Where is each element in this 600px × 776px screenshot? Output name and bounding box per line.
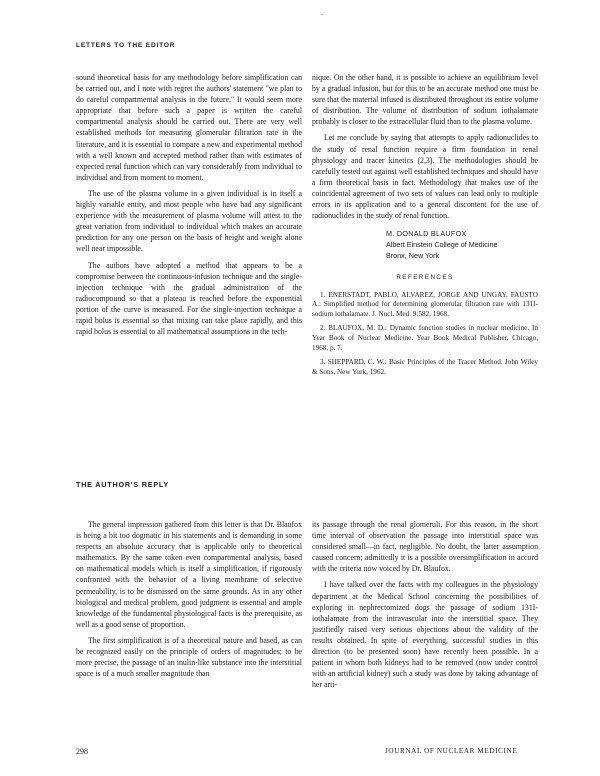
- paragraph: its passage through the renal glomeruli. For this reason, in the short time interval of observation the passage into interstitial space was considered small—in fact, negligible. No doubt, the latter assumption caused concern; admittedly it is a possible oversimplification in accord with the criteria now voiced by Dr. Blaufox.: [312, 520, 538, 574]
- reference-item: 3. SHEPPARD, C. W.: Basic Principles of the Tracer Method. John Wiley & Sons, New York, 1962.: [312, 358, 538, 376]
- reply-column-1: [76, 519, 302, 679]
- paragraph: The first simplification is of a theoretical nature and based, as can be recognized easily on the principle of orders of magnitudes; to be more precise, the passage of an inulin-like substance into the interstitial space is of a much smaller magnitude than: [76, 635, 302, 679]
- references-list: [312, 291, 538, 378]
- paragraph: The general impression gathered from this letter is that Dr. Blaufox is being a bit too dogmatic in his statements and is demanding in some respects an absolute accuracy that is applicable only to theoretical mathematics. By the same token even compartmental analysis, based on mathematical models which is itself a simplification, if rigorously confronted with the behavior of a living membrane of selective permeability, is to be dismissed on the same grounds. As in any other biological and medical problem, good judgment is essential and ample knowledge of the fundamental physiological facts is the prerequisite, as well as a good sense of proportion.: [76, 520, 302, 629]
- reply-section-title: THE AUTHOR'S REPLY: [76, 480, 170, 489]
- reference-item: 1. ENERSTADT, PABLO, ALVAREZ, JORGE AND UNGAY, FAUSTO A.: Simplified method for determining glomerular filtration rate with 131I-sodium iothalamate. J. Nucl. Med. 9:582, 1968.: [312, 290, 538, 318]
- reply-column-2: [312, 519, 538, 690]
- reference-item: 2. BLAUFOX, M. D.: Dynamic function studies in nuclear medicine. In Year Book of Nuclear Medicine. Year Book Medical Publisher, Chicago, 1968, p. 7.: [312, 324, 538, 352]
- paragraph: nique. On the other hand, it is possible to achieve an equilibrium level by a gradual infusion, but for this to be an accurate method one must be sure that the material infused is distributed throughout its entire volume of distribution. The volume of distribution of sodium iothalamate probably is closer to the extracellular fluid than to the plasma volume.: [312, 73, 538, 127]
- paragraph: Let me conclude by saying that attempts to apply radionuclides to the study of renal function require a firm foundation in renal physiology and tracer kinetics (2,3). The methodologies should be carefully tested out against well established techniques and should have a firm theoretical basis in fact. Methodology that makes use of the coincidental agreement of two sets of values can lead only to multiple errors in its application and to a general discontent for the use of radionuclides in the study of renal function.: [312, 133, 538, 221]
- stray-mark: .: [321, 8, 324, 17]
- letter-column-2: [312, 72, 538, 381]
- journal-name: JOURNAL OF NUCLEAR MEDICINE: [385, 747, 518, 755]
- signature-block: [312, 229, 538, 261]
- signature-affiliation: Albert Einstein College of Medicine: [386, 240, 498, 250]
- paragraph: sound theoretical basis for any methodology before simplification can be carried out, and I note with regret the authors' statement "we plan to do careful compartmental analysis in the future." It would seem more appropriate that before such a paper is written the careful compartmental analysis should be carried out. There are very well established methods for measuring glomerular filtration rate in the literature, and it is essential to compare a new and experimental method with a well known and accepted method rather than with estimates of expected renal function which can vary considerably from individual to individual and from moment to moment.: [76, 73, 302, 182]
- signature-name: M. DONALD BLAUFOX: [386, 229, 467, 239]
- letter-column-1: [76, 72, 302, 337]
- paragraph: I have talked over the facts with my colleagues in the physiology department at the Medical School concerning the possibilities of exploring in nephrectomized dogs the passage of sodium 131I-iothalamate from the intravascular into the interstitial space. They justifiedly raised very serious objections about the validity of the results obtained. In spite of everything, successful studies in this direction (to be presented soon) have recently been possible. In a patient in whom both kidneys had to be removed (now under control with an artificial kidney) such a study was done by taking advantage of her arti-: [312, 580, 538, 690]
- signature-location: Bronx, New York: [386, 250, 440, 260]
- paragraph: The authors have adopted a method that appears to be a compromise between the continuous-infusion technique and the single-injection technique with the gradual administration of the radiocompound so that a plateau is reached before the exponential portion of the curve is measured. For the single-injection technique a rapid bolus is essential so that mixing can take place rapidly, and this rapid bolus is essential to all mathematical assumptions in the tech-: [76, 260, 302, 337]
- page-number: 298: [76, 747, 88, 756]
- references-heading: REFERENCES: [396, 273, 454, 281]
- paragraph: The use of the plasma volume in a given individual is in itself a highly variable entity, and most people who have had any significant experience with the measurement of plasma volume will attest to the great variation from individual to individual which makes an accurate prediction for any one person on the basis of height and weight alone well near impossible.: [76, 188, 302, 254]
- running-head: LETTERS TO THE EDITOR: [76, 42, 176, 49]
